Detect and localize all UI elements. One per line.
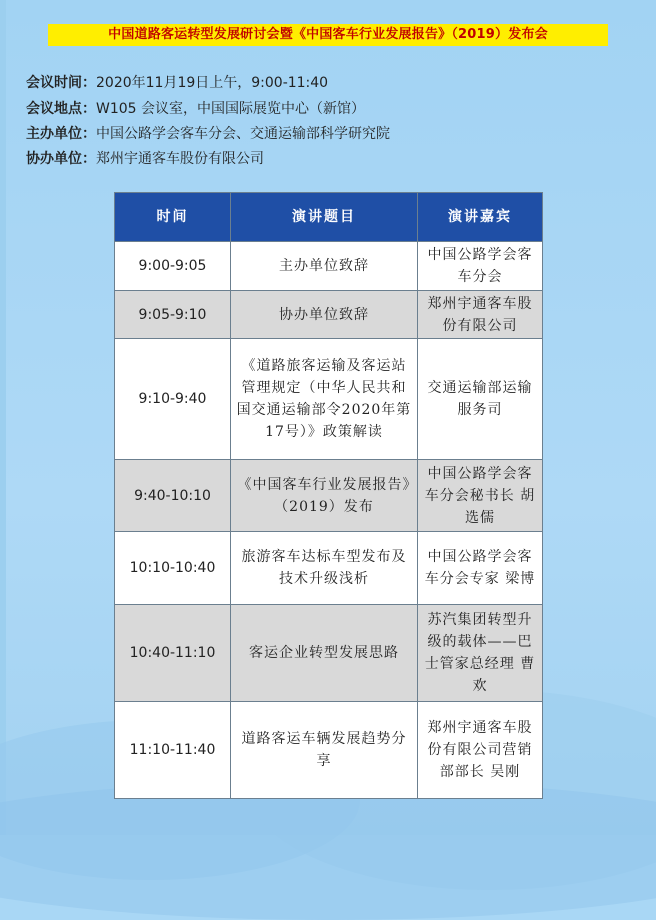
table-row	[115, 702, 543, 799]
row-topic: 《中国客车行业发展报告》（2019）发布	[231, 460, 418, 532]
info-value: 中国公路学会客车分会、交通运输部科学研究院	[96, 126, 390, 142]
info-meeting-location	[26, 98, 365, 118]
row-speaker: 苏汽集团转型升级的载体——巴士管家总经理 曹欢	[418, 605, 543, 702]
table-row	[115, 532, 543, 605]
row-topic: 主办单位致辞	[231, 242, 418, 291]
row-speaker: 郑州宇通客车股份有限公司营销部部长 吴刚	[418, 702, 543, 799]
decorative-wave	[0, 780, 656, 920]
table-row	[115, 605, 543, 702]
row-speaker: 郑州宇通客车股份有限公司	[418, 291, 543, 339]
row-speaker: 中国公路学会客车分会	[418, 242, 543, 291]
table-row	[115, 242, 543, 291]
info-value: 2020年11月19日上午，9:00-11:40	[96, 75, 329, 91]
row-time: 9:00-9:05	[115, 242, 231, 291]
row-topic: 旅游客车达标车型发布及技术升级浅析	[231, 532, 418, 605]
row-topic: 道路客运车辆发展趋势分享	[231, 702, 418, 799]
info-value: 郑州宇通客车股份有限公司	[96, 151, 264, 167]
row-topic: 客运企业转型发展思路	[231, 605, 418, 702]
info-host	[26, 123, 390, 143]
table-row	[115, 460, 543, 532]
table-row	[115, 339, 543, 460]
row-topic: 协办单位致辞	[231, 291, 418, 339]
info-label: 主办单位：	[26, 126, 96, 142]
info-co-host	[26, 148, 264, 168]
row-speaker: 交通运输部运输服务司	[418, 339, 543, 460]
row-speaker: 中国公路学会客车分会专家 梁博	[418, 532, 543, 605]
row-time: 9:05-9:10	[115, 291, 231, 339]
info-meeting-time	[26, 72, 328, 92]
header-topic: 演讲题目	[231, 193, 418, 242]
row-time: 9:10-9:40	[115, 339, 231, 460]
info-label: 协办单位：	[26, 151, 96, 167]
header-speaker: 演讲嘉宾	[418, 193, 543, 242]
info-label: 会议地点：	[26, 101, 96, 117]
info-value: W105 会议室，中国国际展览中心（新馆）	[96, 101, 366, 117]
table-header-row	[115, 193, 543, 242]
row-time: 10:40-11:10	[115, 605, 231, 702]
page-title: 中国道路客运转型发展研讨会暨《中国客车行业发展报告》（2019）发布会	[108, 27, 548, 42]
row-topic: 《道路旅客运输及客运站管理规定（中华人民共和国交通运输部令2020年第17号）》政策解读	[231, 339, 418, 460]
row-time: 9:40-10:10	[115, 460, 231, 532]
row-speaker: 中国公路学会客车分会秘书长 胡选儒	[418, 460, 543, 532]
row-time: 11:10-11:40	[115, 702, 231, 799]
header-time: 时间	[115, 193, 231, 242]
table-row	[115, 291, 543, 339]
row-time: 10:10-10:40	[115, 532, 231, 605]
agenda-table	[114, 192, 543, 799]
left-edge-strip	[0, 0, 6, 835]
info-label: 会议时间：	[26, 75, 96, 91]
